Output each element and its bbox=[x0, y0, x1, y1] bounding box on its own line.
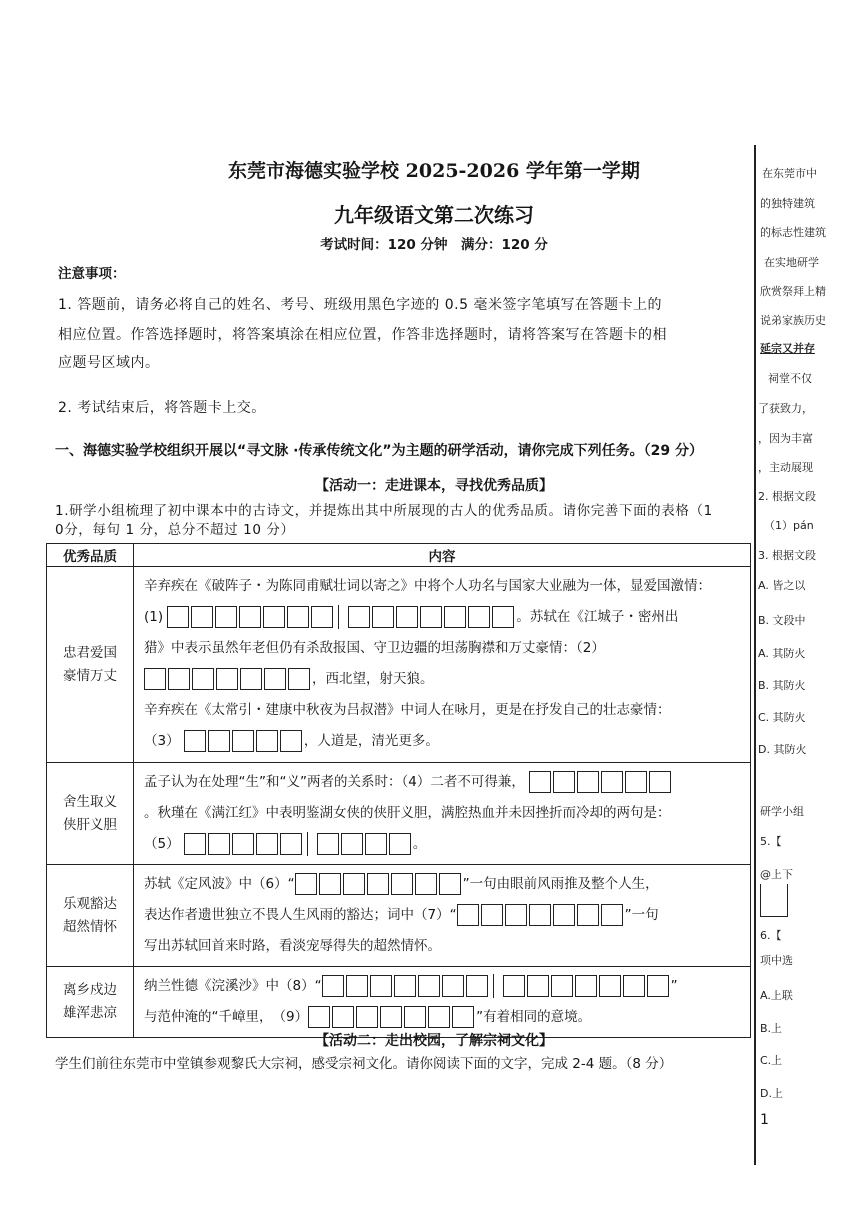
answer-box[interactable] bbox=[208, 833, 230, 855]
answer-box[interactable] bbox=[553, 771, 575, 793]
answer-box[interactable] bbox=[649, 771, 671, 793]
sidebar-line: 祠堂不仅 bbox=[768, 372, 812, 385]
content-cell bbox=[134, 567, 751, 763]
answer-box[interactable] bbox=[577, 771, 599, 793]
sidebar-line: A. 皆之以 bbox=[758, 579, 806, 592]
page-number: 1 bbox=[760, 1112, 769, 1128]
sidebar-line: D.上 bbox=[760, 1087, 783, 1100]
sidebar-line: A. 其防火 bbox=[758, 647, 806, 660]
answer-box[interactable] bbox=[623, 975, 645, 997]
answer-box[interactable] bbox=[391, 873, 413, 895]
page-fold-line bbox=[754, 145, 756, 1165]
answer-box[interactable] bbox=[295, 873, 317, 895]
answer-box[interactable] bbox=[415, 873, 437, 895]
answer-box[interactable] bbox=[466, 975, 488, 997]
answer-box[interactable] bbox=[311, 606, 333, 628]
sidebar-line: 延宗又并存 bbox=[760, 342, 815, 355]
activity2-heading: 【活动二：走出校园，了解宗祠文化】 bbox=[315, 1033, 553, 1049]
answer-box[interactable] bbox=[240, 668, 262, 690]
answer-box[interactable] bbox=[370, 975, 392, 997]
answer-box[interactable] bbox=[481, 904, 503, 926]
answer-box[interactable] bbox=[452, 1006, 474, 1028]
answer-box[interactable] bbox=[317, 833, 339, 855]
sidebar-line: B. 其防火 bbox=[758, 679, 806, 692]
sidebar-line: 的独特建筑 bbox=[760, 197, 815, 210]
answer-box[interactable] bbox=[444, 606, 466, 628]
quality-line: 舍生取义 bbox=[63, 793, 117, 810]
answer-box[interactable] bbox=[184, 730, 206, 752]
table-row bbox=[47, 763, 751, 865]
content-line bbox=[144, 829, 742, 860]
content-cell bbox=[134, 865, 751, 967]
sidebar-line: 的标志性建筑 bbox=[760, 226, 826, 239]
sidebar-line: 5.【 bbox=[760, 835, 782, 848]
answer-box[interactable] bbox=[551, 975, 573, 997]
sidebar-line: C.上 bbox=[760, 1054, 783, 1067]
answer-box[interactable] bbox=[280, 730, 302, 752]
answer-box[interactable] bbox=[367, 873, 389, 895]
content-cell bbox=[134, 763, 751, 865]
sidebar-line: D. 其防火 bbox=[758, 743, 807, 756]
header-quality: 优秀品质 bbox=[47, 544, 134, 567]
answer-box[interactable] bbox=[144, 668, 166, 690]
answer-box[interactable] bbox=[332, 1006, 354, 1028]
note-line: 应题号区域内。 bbox=[58, 355, 160, 371]
sidebar-line: 说弟家族历史 bbox=[760, 314, 826, 327]
table-row bbox=[47, 967, 751, 1038]
exam-title: 东莞市海德实验学校 2025-2026 学年第一学期 bbox=[228, 160, 640, 182]
content-cell bbox=[134, 967, 751, 1038]
sidebar-line: B. 文段中 bbox=[758, 614, 806, 627]
sidebar-line: 6.【 bbox=[760, 929, 782, 942]
answer-box[interactable] bbox=[192, 668, 214, 690]
answer-box[interactable] bbox=[343, 873, 365, 895]
separator-mark bbox=[338, 605, 345, 629]
answer-box[interactable] bbox=[577, 904, 599, 926]
sidebar-line: 3. 根据文段 bbox=[758, 549, 816, 562]
exam-subtitle: 九年级语文第二次练习 bbox=[334, 203, 534, 227]
table-row bbox=[47, 567, 751, 763]
quality-line: 侠肝义胆 bbox=[63, 816, 117, 833]
answer-box[interactable] bbox=[468, 606, 490, 628]
blank-label: （5） bbox=[144, 836, 180, 852]
answer-box[interactable] bbox=[380, 1006, 402, 1028]
answer-box[interactable] bbox=[322, 975, 344, 997]
answer-box[interactable] bbox=[264, 668, 286, 690]
content-text: ，人道是，清光更多。 bbox=[303, 733, 439, 749]
answer-box[interactable] bbox=[256, 730, 278, 752]
sidebar-line: 研学小组 bbox=[760, 805, 804, 818]
notes-heading: 注意事项： bbox=[58, 266, 126, 282]
content-line bbox=[144, 971, 742, 1002]
answer-box[interactable] bbox=[394, 975, 416, 997]
answer-box[interactable] bbox=[418, 975, 440, 997]
sidebar-line: 了获致力， bbox=[758, 402, 813, 415]
answer-box[interactable] bbox=[420, 606, 442, 628]
answer-box[interactable] bbox=[457, 904, 479, 926]
answer-box[interactable] bbox=[647, 975, 669, 997]
answer-box[interactable] bbox=[492, 606, 514, 628]
answer-box[interactable] bbox=[341, 833, 363, 855]
quality-cell bbox=[47, 865, 134, 967]
handwritten-box bbox=[760, 884, 788, 917]
quality-cell bbox=[47, 567, 134, 763]
answer-box[interactable] bbox=[601, 771, 623, 793]
sidebar-line: 项中选 bbox=[760, 954, 793, 967]
quality-line: 乐观豁达 bbox=[63, 895, 117, 912]
answer-box[interactable] bbox=[215, 606, 237, 628]
quality-line: 超然情怀 bbox=[63, 918, 117, 935]
answer-box[interactable] bbox=[356, 1006, 378, 1028]
content-line bbox=[144, 869, 742, 900]
answer-box[interactable] bbox=[232, 730, 254, 752]
answer-box[interactable] bbox=[599, 975, 621, 997]
answer-box[interactable] bbox=[442, 975, 464, 997]
answer-box[interactable] bbox=[288, 668, 310, 690]
answer-box[interactable] bbox=[287, 606, 309, 628]
sidebar-line: 2. 根据文段 bbox=[758, 490, 816, 503]
answer-box[interactable] bbox=[346, 975, 368, 997]
content-line bbox=[144, 1002, 742, 1033]
sidebar-line: ，因为丰富 bbox=[758, 432, 813, 445]
answer-box[interactable] bbox=[208, 730, 230, 752]
sidebar-line: 在东莞市中 bbox=[762, 167, 817, 180]
quality-line: 忠君爱国 bbox=[63, 644, 117, 661]
sidebar-line: @上下 bbox=[760, 868, 793, 881]
answer-box[interactable] bbox=[625, 771, 647, 793]
content-text: 与范仲淹的“千嶂里， （9） bbox=[144, 1009, 309, 1025]
content-text: 苏轼《定风波》中（6）“ bbox=[144, 876, 295, 892]
content-line: 猎》中表示虽然年老但仍有杀敌报国、守卫边疆的坦荡胸襟和万丈豪情：（2） bbox=[144, 640, 605, 656]
answer-box[interactable] bbox=[575, 975, 597, 997]
answer-box[interactable] bbox=[396, 606, 418, 628]
sidebar-line: A.上联 bbox=[760, 989, 793, 1002]
quality-cell bbox=[47, 763, 134, 865]
answer-box[interactable] bbox=[505, 904, 527, 926]
activity2-intro: 学生们前往东莞市中堂镇参观黎氏大宗祠，感受宗祠文化。请你阅读下面的文字，完成 2-4 题。（8 分） bbox=[55, 1056, 673, 1072]
content-line: 辛弃疾在《破阵子・为陈同甫赋壮词以寄之》中将个人功名与国家大业融为一体，显爱国激情： bbox=[144, 578, 711, 594]
quality-line: 豪情万丈 bbox=[63, 667, 117, 684]
answer-box[interactable] bbox=[529, 771, 551, 793]
content-text: ，西北望，射天狼。 bbox=[312, 671, 434, 687]
note-line: 1. 答题前，请务必将自己的姓名、考号、班级用黑色字迹的 0.5 毫米签字笔填写在答题卡上的 bbox=[58, 297, 662, 313]
content-text: ” bbox=[670, 978, 678, 994]
answer-box[interactable] bbox=[168, 668, 190, 690]
answer-box[interactable] bbox=[365, 833, 387, 855]
content-text: ”有着相同的意境。 bbox=[476, 1009, 592, 1025]
answer-box[interactable] bbox=[216, 668, 238, 690]
answer-box[interactable] bbox=[184, 833, 206, 855]
answer-box[interactable] bbox=[529, 904, 551, 926]
question-1-line: 0分，每句 1 分，总分不超过 10 分） bbox=[55, 522, 295, 538]
note-line: 相应位置。作答选择题时，将答案填涂在相应位置，作答非选择题时，请将答案写在答题卡的相 bbox=[58, 327, 667, 343]
sidebar-line: （1）pán bbox=[764, 519, 814, 532]
content-text: 。苏轼在《江城子・密州出 bbox=[516, 609, 679, 625]
content-text: ”一句由眼前风雨推及整个人生， bbox=[462, 876, 659, 892]
sidebar-line: 欣赏祭拜上精 bbox=[760, 285, 826, 298]
header-content: 内容 bbox=[134, 544, 751, 567]
answer-box[interactable] bbox=[191, 606, 213, 628]
blank-label: (1) bbox=[144, 609, 164, 625]
qualities-table bbox=[46, 543, 751, 1038]
table-row bbox=[47, 865, 751, 967]
content-line bbox=[144, 602, 742, 633]
answer-box[interactable] bbox=[439, 873, 461, 895]
content-text: 表达作者遗世独立不畏人生风雨的豁达；词中（7）“ bbox=[144, 907, 457, 923]
separator-mark bbox=[493, 974, 500, 998]
answer-box[interactable] bbox=[232, 833, 254, 855]
quality-line: 离乡戍边 bbox=[63, 982, 117, 998]
answer-box[interactable] bbox=[372, 606, 394, 628]
content-text: 。 bbox=[412, 836, 427, 852]
separator-mark bbox=[307, 832, 314, 856]
exam-info: 考试时间：120 分钟 满分：120 分 bbox=[320, 237, 548, 253]
content-line: 辛弃疾在《太常引・建康中秋夜为吕叔潜》中词人在咏月，更是在抒发自己的壮志豪情： bbox=[144, 702, 671, 718]
content-line: 写出苏轼回首来时路，看淡宠辱得失的超然情怀。 bbox=[144, 938, 441, 954]
sidebar-line: ，主动展现 bbox=[758, 461, 813, 474]
quality-cell bbox=[47, 967, 134, 1038]
answer-box[interactable] bbox=[280, 833, 302, 855]
note-line: 2. 考试结束后，将答题卡上交。 bbox=[58, 400, 266, 416]
answer-box[interactable] bbox=[503, 975, 525, 997]
activity1-heading: 【活动一：走进课本，寻找优秀品质】 bbox=[315, 478, 553, 494]
answer-box[interactable] bbox=[348, 606, 370, 628]
answer-box[interactable] bbox=[256, 833, 278, 855]
question-1 bbox=[55, 502, 745, 540]
answer-box[interactable] bbox=[263, 606, 285, 628]
content-text: 纳兰性德《浣溪沙》中（8）“ bbox=[144, 978, 322, 994]
sidebar-line: C. 其防火 bbox=[758, 711, 806, 724]
answer-box[interactable] bbox=[308, 1006, 330, 1028]
answer-box[interactable] bbox=[428, 1006, 450, 1028]
quality-line: 雄浑悲凉 bbox=[63, 1005, 117, 1021]
answer-box[interactable] bbox=[527, 975, 549, 997]
content-line bbox=[144, 664, 742, 695]
sidebar-line: B.上 bbox=[760, 1022, 783, 1035]
adjacent-page-strip bbox=[754, 0, 868, 1228]
answer-box[interactable] bbox=[404, 1006, 426, 1028]
content-line bbox=[144, 767, 742, 798]
section-heading: 一、海德实验学校组织开展以“寻文脉 ·传承传统文化”为主题的研学活动，请你完成下列任务。（29 分） bbox=[55, 443, 703, 459]
content-line bbox=[144, 900, 742, 931]
blank-label: （3） bbox=[144, 733, 180, 749]
content-line: 。秋瑾在《满江红》中表明鉴湖女侠的侠肝义胆，满腔热血并未因挫折而冷却的两句是： bbox=[144, 805, 671, 821]
answer-box[interactable] bbox=[553, 904, 575, 926]
answer-box[interactable] bbox=[167, 606, 189, 628]
answer-box[interactable] bbox=[601, 904, 623, 926]
content-text: 孟子认为在处理“生”和“义”两者的关系时：（4）二者不可得兼， bbox=[144, 774, 525, 790]
content-text: ”一句 bbox=[624, 907, 659, 923]
answer-box[interactable] bbox=[389, 833, 411, 855]
answer-box[interactable] bbox=[319, 873, 341, 895]
answer-box[interactable] bbox=[239, 606, 261, 628]
content-line bbox=[144, 726, 742, 757]
question-1-line: 1.研学小组梳理了初中课本中的古诗文，并提炼出其中所展现的古人的优秀品质。请你完善下面的表格（1 bbox=[55, 503, 713, 519]
table-header-row bbox=[47, 544, 751, 567]
sidebar-line: 在实地研学 bbox=[764, 256, 819, 269]
